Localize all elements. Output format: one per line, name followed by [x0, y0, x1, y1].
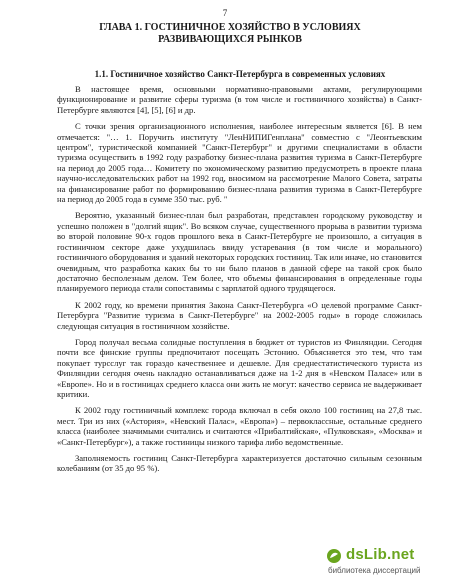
body-text	[57, 84, 422, 480]
paragraph: Город получал весьма солидные поступления в бюджет от туристов из Финляндии. Сегодня почти все финские группы предпочитают посещать Эстонию. Объясняется это тем, что там покупает турсслуг так гораздо качественнее и дешевле. Для среднестатистического туриста из Финляндии сегодня очень накладно останавливаться даже на 1-2 дня в «Невском Паласе» или в «Европе». Но и в гостиницах среднего класса они жить не могут: качество сервиса не выдерживает критики.	[57, 336, 422, 399]
section-title: 1.1. Гостиничное хозяйство Санкт-Петербурга в современных условиях	[94, 69, 386, 79]
leaf-logo-icon	[326, 548, 342, 564]
page-number: 7	[222, 8, 228, 18]
paragraph: С точки зрения организационного исполнения, наиболее интересным является [6]. В нем отмечается: "… 1. Поручить институту "ЛенНИПИГенплана" совместно с "Леонтьевским центром", туристической компанией "Санкт-Петербург" и другими специалистами в области туризма осуществить в 1992 году разработку бизнес-плана развития туризма в Санкт-Петербурге на период до 2005 года… Комитету по экономическому развитию предусмотреть в проекте плана научно-исследовательских работ на 1992 год, вносимом на рассмотрение Малого Совета, затраты на финансирование работ по формированию бизнес-плана развития туризма в Санкт-Петербурге на период до 2005 года в сумме 350 тыс. руб. "	[57, 121, 422, 205]
paragraph: Вероятно, указанный бизнес-план был разработан, представлен городскому руководству и успешно положен в "долгий ящик". Во всяком случае, существенного прорыва в развитии туризма во второй половине 90-х годов прошлого века в Санкт-Петербурге не произошло, а ситуация в гостиничном секторе даже ухудшилась ввиду устаревания (в том числе и морального) гостиничного оборудования и зданий некоторых городских гостиниц. Так или иначе, но становится очевидным, что разработка каких бы то ни было планов в данной сфере на такой срок было достаточно бесполезным делом. Тем более, что объемы финансирования в определенные годы планируемого периода стали сопоставимы с зарплатой одного трудящегося.	[57, 210, 422, 294]
watermark-brand: dsLib.net	[346, 546, 415, 563]
paragraph: Заполняемость гостиниц Санкт-Петербурга характеризуется достаточно сильным сезонным колебаниям (от 35 до 95 %).	[57, 453, 422, 474]
paragraph: К 2002 году, ко времени принятия Закона Санкт-Петербурга «О целевой программе Санкт-Петербурга "Развитие туризма в Санкт-Петербурге" на 2002-2005 годы» в городе сложилась следующая ситуация в гостиничном хозяйстве.	[57, 299, 422, 331]
paragraph: В настоящее время, основными нормативно-правовыми актами, регулирующими функционирование и развитие сферы туризма (в том числе и гостиничного хозяйства) в Санкт-Петербурге являются [4], [5], [6] и др.	[57, 84, 422, 115]
chapter-title: ГЛАВА 1. ГОСТИНИЧНОЕ ХОЗЯЙСТВО В УСЛОВИЯХ РАЗВИВАЮЩИХСЯ РЫНКОВ	[99, 22, 361, 45]
watermark	[324, 544, 442, 578]
paragraph: К 2002 году гостиничный комплекс города включал в себя около 100 гостиниц на 27,8 тыс. мест. Три из них («Астория», «Невский Палас», «Европа») – первоклассные, остальные среднего класса (наиболее значимыми считались и считаются «Прибалтийская», «Пулковская», «Москва» и «Санкт-Петербург»), а также гостиницы низкого тарифа либо ведомственные.	[57, 405, 422, 447]
watermark-tagline: библиотека диссертаций	[328, 566, 421, 575]
